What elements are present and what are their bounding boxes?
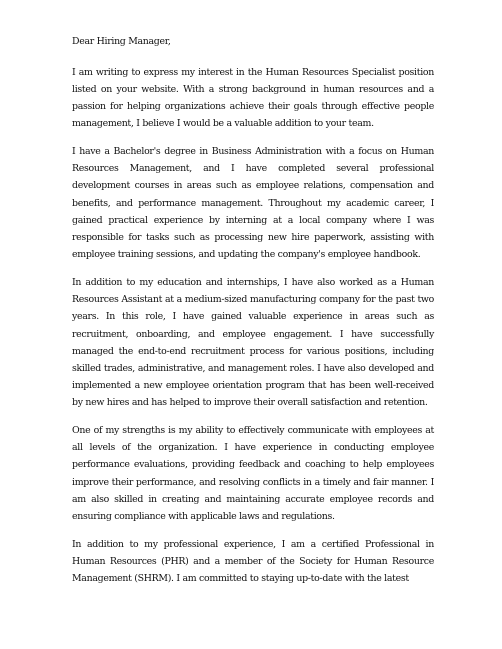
- paragraph-strengths: One of my strengths is my ability to effectively communicate with employees at all levels of the organization. I have experience in conducting employee performance evaluations, providing feedback and coaching to help employees improve their performance, and resolving conflicts in a timely and fair manner. I am also skilled in creating and maintaining accurate employee records and ensuring compliance with applicable laws and regulations.: [72, 425, 434, 523]
- salutation: Dear Hiring Manager,: [72, 36, 171, 47]
- paragraph-education: I have a Bachelor's degree in Business Administration with a focus on Human Resources Management, and I have completed several professional development courses in areas such as employee relations, compensation and benefits, and performance management. Throughout my academic career, I gained practical experience by interning at a local company where I was responsible for tasks such as processing new hire paperwork, assisting with employee training sessions, and updating the company's employee handbook.: [72, 146, 434, 261]
- paragraph-interest: I am writing to express my interest in the Human Resources Specialist position listed on your website. With a strong background in human resources and a passion for helping organizations achieve their goals through effective people management, I believe I would be a valuable addition to your team.: [72, 66, 434, 130]
- paragraph-certifications: In addition to my professional experience, I am a certified Professional in Human Resources (PHR) and a member of the Society for Human Resource Management (SHRM). I am committed to staying up-to-date with the latest: [72, 538, 434, 585]
- cover-letter-page: [72, 33, 434, 598]
- paragraph-work-experience: In addition to my education and internships, I have also worked as a Human Resources Assistant at a medium-sized manufacturing company for the past two years. In this role, I have gained valuable experience in areas such as recruitment, onboarding, and employee engagement. I have successfully managed the end-to-end recruitment process for various positions, including skilled trades, administrative, and management roles. I have also developed and implemented a new employee orientation program that has been well-received by new hires and has helped to improve their overall satisfaction and retention.: [72, 276, 434, 409]
